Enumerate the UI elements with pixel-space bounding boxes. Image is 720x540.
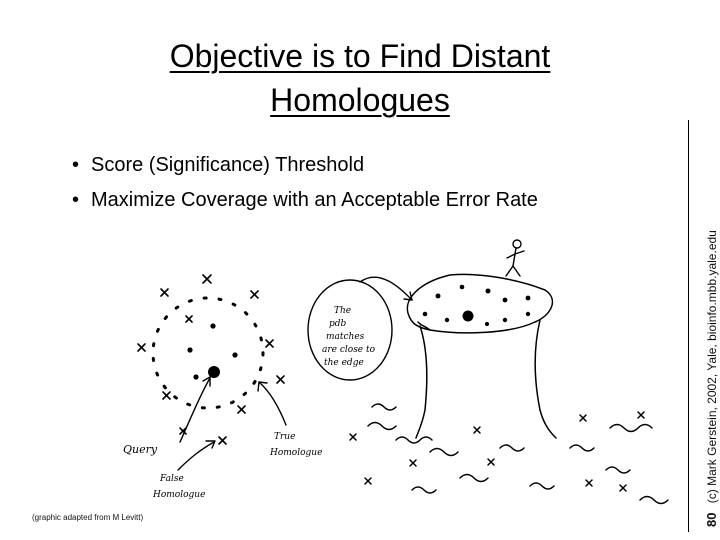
bubble-text-line: the edge — [324, 358, 364, 368]
false-homologue-arrow — [178, 441, 215, 470]
true-homologue-arrow — [258, 382, 286, 425]
false-homologue-label-line: False — [160, 474, 184, 484]
true-homologue-label — [269, 432, 322, 458]
plateau-body — [416, 320, 556, 438]
page-number: 80 — [704, 512, 719, 527]
bullet-dot: • — [72, 189, 80, 211]
false-homologue-label-line: Homologue — [153, 490, 206, 500]
query-arrow — [180, 377, 210, 442]
bubble-text-line: The — [334, 306, 352, 316]
plateau-dots — [423, 285, 531, 326]
copyright-text: (c) Mark Gerstein, 2002, Yale, bioinfo.mbb.yale.edu — [705, 230, 719, 504]
bubble-text-line: pdb — [329, 319, 347, 329]
bubble-arrow — [360, 277, 412, 300]
graphic-credit: (graphic adapted from M Levitt) — [32, 513, 144, 522]
true-homologue-label-line: True — [274, 432, 296, 442]
bullet-text: Score (Significance) Threshold — [91, 154, 365, 176]
bubble-text — [322, 306, 378, 368]
false-homologue-label — [152, 474, 205, 500]
cross-marks — [138, 275, 284, 444]
true-homologue-label-line: Homologue — [270, 448, 323, 458]
stick-figure-icon — [506, 240, 524, 276]
bullet-dot: • — [72, 154, 80, 176]
plateau-top — [407, 274, 552, 332]
bullet-text: Maximize Coverage with an Acceptable Error Rate — [91, 189, 538, 211]
query-label: Query — [123, 443, 158, 456]
bubble-text-line: are close to — [322, 345, 376, 355]
slide-title: Objective is to Find Distant Homologues — [169, 38, 551, 118]
homologue-dots — [187, 323, 237, 379]
bubble-text-line: matches — [326, 332, 365, 342]
water-cross-marks — [350, 412, 644, 491]
